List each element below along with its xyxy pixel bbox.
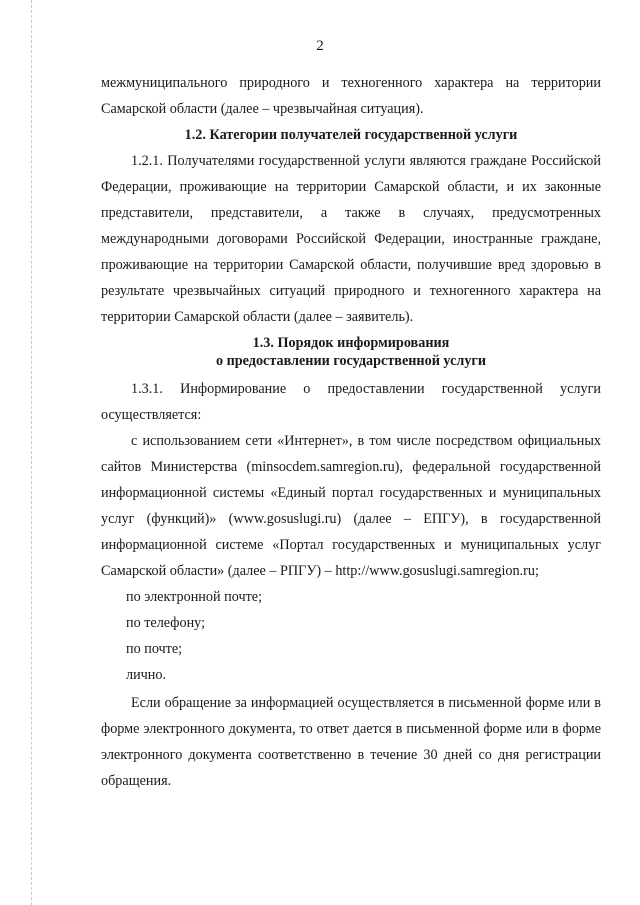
- paragraph-reply-terms: Если обращение за информацией осуществляется в письменной форме или в форме электронного документа, то ответ дается в письменной форме или в форме электронного документа соответственно в течение 30 дней со дня регистрации обращения.: [101, 695, 601, 789]
- section-heading-1-2: 1.2. Категории получателей государственной услуги: [184, 127, 518, 143]
- list-item-in-person: лично.: [126, 667, 167, 683]
- document-body: [101, 70, 601, 794]
- paragraph-1-3-1: 1.3.1. Информирование о предоставлении государственной услуги осуществляется:: [101, 381, 601, 423]
- list-item-phone: по телефону;: [126, 615, 206, 631]
- section-heading-1-3-line2: о предоставлении государственной услуги: [215, 353, 487, 369]
- scan-edge-line: [31, 0, 32, 905]
- paragraph-continuation: межмуниципального природного и техногенного характера на территории Самарской области (далее – чрезвычайная ситуация).: [101, 75, 601, 117]
- list-item-internet: с использованием сети «Интернет», в том числе посредством официальных сайтов Министерства (minsocdem.samregion.ru), федеральной государственной информационной системы «Единый портал государственных и муниципальных услуг (функций)» (www.gosuslugi.ru) (далее – ЕПГУ), в государственной информационной системе «Портал государственных и муниципальных услуг Самарской области» (далее – РПГУ) – http://www.gosuslugi.samregion.ru;: [101, 433, 601, 579]
- list-item-email: по электронной почте;: [126, 589, 263, 605]
- section-heading-1-3: [101, 334, 601, 370]
- section-heading-1-3-line1: 1.3. Порядок информирования: [252, 335, 450, 351]
- list-item-post: по почте;: [126, 641, 183, 657]
- paragraph-1-2-1: 1.2.1. Получателями государственной услуги являются граждане Российской Федерации, проживающие на территории Самарской области, и их законные представители, представители, а также в случаях, предусмотренных международными договорами Российской Федерации, иностранные граждане, проживающие на территории Самарской области, получившие вред здоровью в результате чрезвычайных ситуаций природного и техногенного характера на территории Самарской области (далее – заявитель).: [101, 153, 601, 325]
- page-number: 2: [316, 38, 324, 54]
